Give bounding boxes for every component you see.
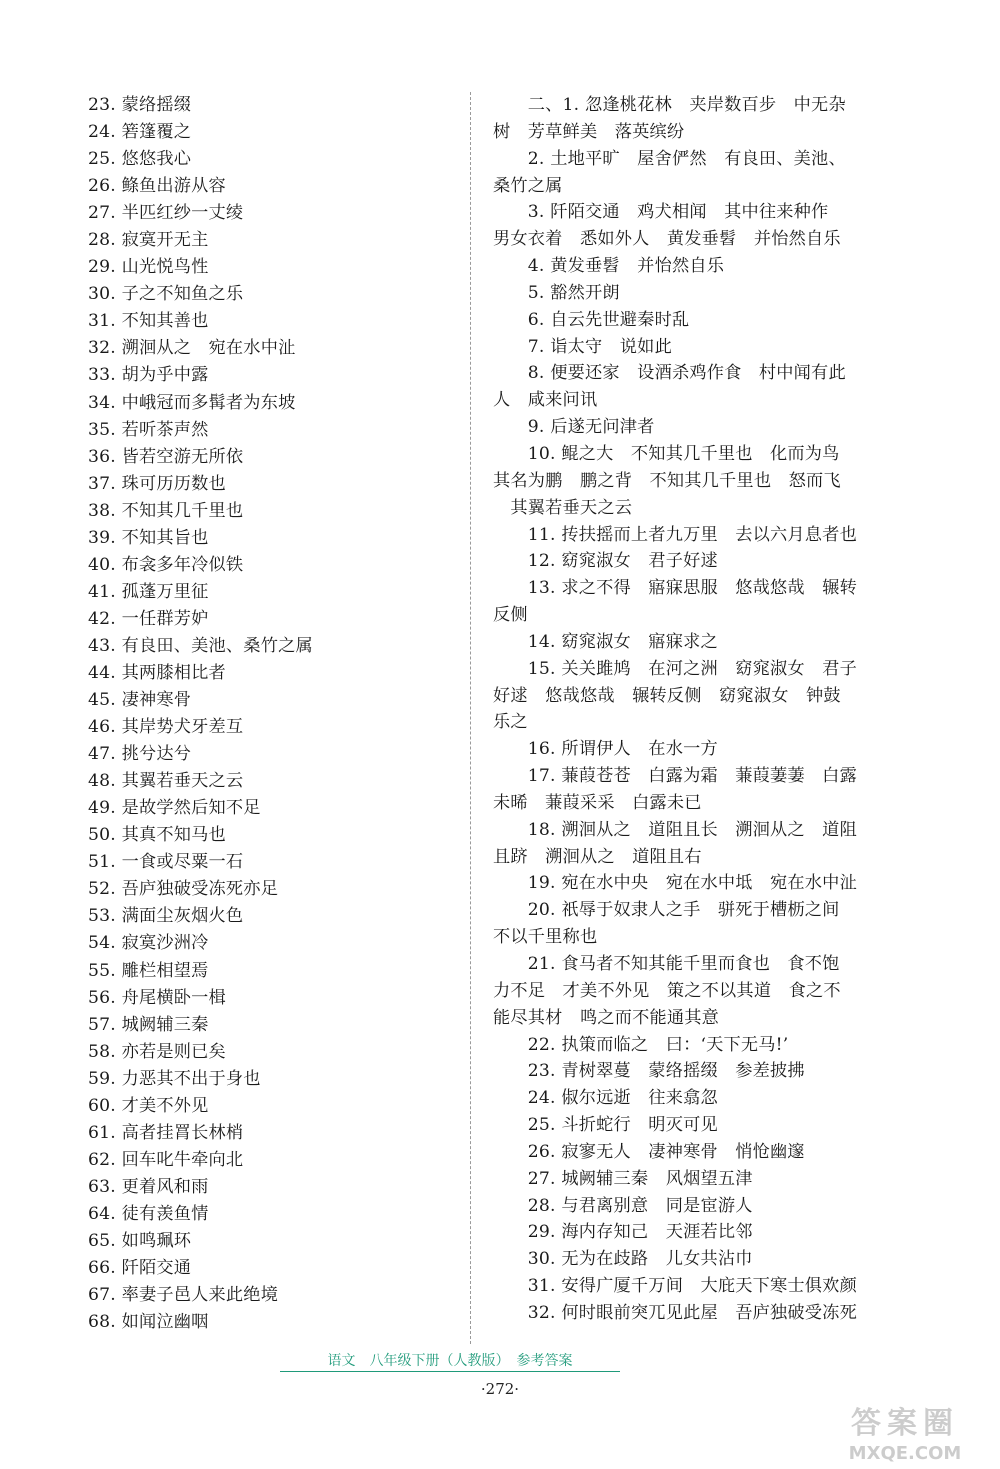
- answer-line: 66. 阡陌交通: [88, 1258, 192, 1279]
- watermark: [820, 1405, 990, 1463]
- answer-line: 62. 回车叱牛牵向北: [88, 1149, 244, 1170]
- answer-line: 乐之: [493, 712, 528, 733]
- answer-line: 18. 溯洄从之 道阻且长 溯洄从之 道阻: [493, 819, 857, 840]
- answer-line: 38. 不知其几千里也: [88, 500, 244, 521]
- answer-line: 人 咸来问讯: [493, 390, 598, 411]
- answer-line: 其翼若垂天之云: [493, 497, 633, 518]
- answer-line: 49. 是故学然后知不足: [88, 798, 261, 819]
- watermark-url: MXQE.COM: [848, 1443, 962, 1464]
- answer-line: 32. 何时眼前突兀见此屋 吾庐独破受冻死: [493, 1302, 857, 1323]
- answer-line: 44. 其两膝相比者: [88, 662, 226, 683]
- answer-line: 9. 后遂无问津者: [493, 417, 655, 438]
- answer-line: 26. 寂寥无人 凄神寒骨 悄怆幽邃: [493, 1141, 805, 1162]
- answer-line: 且跻 溯洄从之 道阻且右: [493, 846, 702, 867]
- left-answer-column: [88, 92, 458, 1336]
- answer-line: 41. 孤蓬万里征: [88, 581, 209, 602]
- answer-line: 39. 不知其旨也: [88, 527, 209, 548]
- answer-line: 4. 黄发垂髫 并怡然自乐: [493, 256, 725, 277]
- answer-line: 28. 寂寞开无主: [88, 230, 209, 251]
- answer-line: 64. 徒有羡鱼情: [88, 1203, 209, 1224]
- answer-line: 8. 便要还家 设酒杀鸡作食 村中闻有此: [493, 363, 846, 384]
- answer-line: 14. 窈窕淑女 寤寐求之: [493, 631, 718, 652]
- answer-line: 65. 如鸣珮环: [88, 1230, 192, 1251]
- answer-line: 52. 吾庐独破受冻死亦足: [88, 879, 279, 900]
- answer-line: 63. 更着风和雨: [88, 1176, 209, 1197]
- answer-line: 36. 皆若空游无所依: [88, 446, 244, 467]
- answer-line: 28. 与君离别意 同是宦游人: [493, 1195, 753, 1216]
- answer-line: 6. 自云先世避秦时乱: [493, 309, 690, 330]
- answer-line: 19. 宛在水中央 宛在水中坻 宛在水中沚: [493, 873, 857, 894]
- answer-line: 29. 海内存知己 天涯若比邻: [493, 1222, 753, 1243]
- footer-title: 语文 八年级下册（人教版） 参考答案: [280, 1350, 620, 1372]
- answer-line: 26. 鲦鱼出游从容: [88, 176, 226, 197]
- answer-line: 34. 中峨冠而多髯者为东坡: [88, 392, 296, 413]
- answer-line: 61. 高者挂罥长林梢: [88, 1122, 244, 1143]
- answer-line: 不以千里称也: [493, 927, 598, 948]
- answer-line: 13. 求之不得 寤寐思服 悠哉悠哉 辗转: [493, 578, 857, 599]
- answer-line: 23. 青树翠蔓 蒙络摇缀 参差披拂: [493, 1061, 805, 1082]
- answer-line: 60. 才美不外见: [88, 1095, 209, 1116]
- answer-line: 24. 箬篷覆之: [88, 122, 192, 143]
- answer-line: 好逑 悠哉悠哉 辗转反侧 窈窕淑女 钟鼓: [493, 685, 841, 706]
- answer-line: 68. 如闻泣幽咽: [88, 1312, 209, 1333]
- answer-line: 35. 若听茶声然: [88, 419, 209, 440]
- page-number: ·272·: [480, 1380, 520, 1398]
- answer-line: 23. 蒙络摇缀: [88, 95, 192, 115]
- answer-line: 3. 阡陌交通 鸡犬相闻 其中往来种作: [493, 202, 829, 223]
- answer-line: 其名为鹏 鹏之背 不知其几千里也 怒而飞: [493, 470, 841, 491]
- answer-line: 32. 溯洄从之 宛在水中沚: [88, 338, 296, 359]
- answer-line: 46. 其岸势犬牙差互: [88, 717, 244, 738]
- answer-line: 58. 亦若是则已矣: [88, 1041, 226, 1062]
- answer-line: 力不足 才美不外见 策之不以其道 食之不: [493, 980, 841, 1001]
- answer-line: 15. 关关雎鸠 在河之洲 窈窕淑女 君子: [493, 658, 857, 679]
- answer-line: 16. 所谓伊人 在水一方: [493, 739, 718, 760]
- answer-line: 47. 挑兮达兮: [88, 744, 192, 765]
- answer-line: 31. 不知其善也: [88, 311, 209, 332]
- answer-line: 男女衣着 悉如外人 黄发垂髫 并怡然自乐: [493, 229, 841, 250]
- answer-line: 17. 蒹葭苍苍 白露为霜 蒹葭萋萋 白露: [493, 766, 857, 787]
- answer-line: 30. 无为在歧路 儿女共沾巾: [493, 1249, 753, 1270]
- answer-line: 57. 城阙辅三秦: [88, 1014, 209, 1035]
- answer-line: 11. 抟扶摇而上者九万里 去以六月息者也: [493, 524, 857, 545]
- answer-line: 树 芳草鲜美 落英缤纷: [493, 121, 685, 142]
- answer-line: 10. 鲲之大 不知其几千里也 化而为鸟: [493, 443, 840, 464]
- answer-line: 43. 有良田、美池、桑竹之属: [88, 635, 313, 656]
- answer-line: 5. 豁然开朗: [493, 282, 620, 303]
- answer-line: 37. 珠可历历数也: [88, 473, 226, 494]
- answer-line: 31. 安得广厦千万间 大庇天下寒士俱欢颜: [493, 1276, 857, 1297]
- answer-line: 33. 胡为乎中露: [88, 365, 209, 386]
- answer-line: 27. 半匹红纱一丈绫: [88, 203, 244, 224]
- answer-line: 40. 布衾多年冷似铁: [88, 554, 244, 575]
- answer-line: 27. 城阙辅三秦 风烟望五津: [493, 1168, 753, 1189]
- answer-line: 桑竹之属: [493, 175, 563, 196]
- answer-line: 59. 力恶其不出于身也: [88, 1068, 261, 1089]
- answer-line: 42. 一任群芳妒: [88, 608, 209, 629]
- answer-line: 67. 率妻子邑人来此绝境: [88, 1285, 279, 1306]
- answer-line: 53. 满面尘灰烟火色: [88, 906, 244, 927]
- answer-line: 7. 诣太守 说如此: [493, 336, 672, 357]
- column-divider: [470, 92, 471, 1344]
- watermark-logo-icon: 答案圈: [851, 1406, 959, 1441]
- answer-line: 2. 土地平旷 屋舍俨然 有良田、美池、: [493, 148, 846, 169]
- answer-line: 54. 寂寞沙洲冷: [88, 933, 209, 954]
- answer-line: 30. 子之不知鱼之乐: [88, 284, 244, 305]
- answer-line: 56. 舟尾横卧一楫: [88, 987, 226, 1008]
- right-answer-column: [493, 92, 885, 1327]
- answer-line: 能尽其材 鸣之而不能通其意: [493, 1007, 720, 1028]
- answer-line: 48. 其翼若垂天之云: [88, 771, 244, 792]
- answer-line: 22. 执策而临之 曰：‘天下无马!’: [493, 1034, 789, 1055]
- answer-line: 55. 雕栏相望焉: [88, 960, 209, 981]
- answer-line: 12. 窈窕淑女 君子好逑: [493, 551, 718, 572]
- answer-line: 45. 凄神寒骨: [88, 690, 192, 711]
- answer-line: 29. 山光悦鸟性: [88, 257, 209, 278]
- answer-line: 二、1. 忽逢桃花林 夹岸数百步 中无杂: [493, 95, 846, 115]
- answer-line: 21. 食马者不知其能千里而食也 食不饱: [493, 954, 840, 974]
- answer-line: 50. 其真不知马也: [88, 825, 226, 846]
- answer-line: 24. 俶尔远逝 往来翕忽: [493, 1088, 718, 1109]
- answer-line: 51. 一食或尽粟一石: [88, 852, 244, 873]
- answer-line: 未晞 蒹葭采采 白露未已: [493, 792, 702, 813]
- answer-line: 25. 斗折蛇行 明灭可见: [493, 1115, 718, 1136]
- answer-line: 25. 悠悠我心: [88, 149, 192, 170]
- answer-line: 20. 祇辱于奴隶人之手 骈死于槽枥之间: [493, 900, 840, 921]
- answer-line: 反侧: [493, 605, 528, 626]
